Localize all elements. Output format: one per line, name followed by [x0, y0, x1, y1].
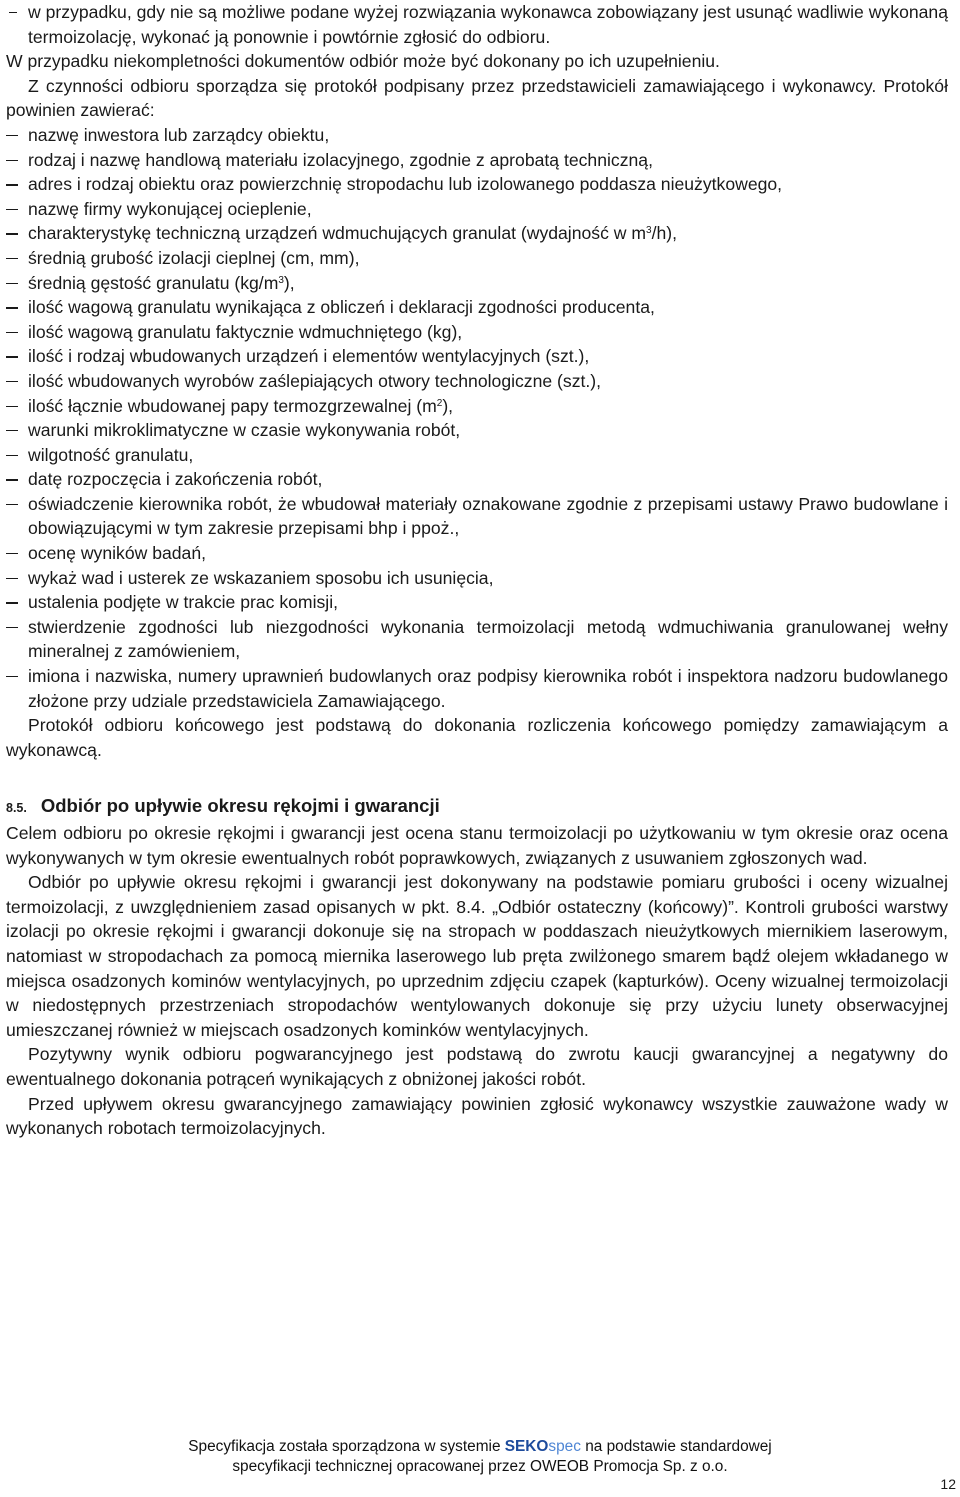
protocol-item-text: /h), — [651, 223, 677, 244]
protocol-item: wilgotność granulatu, — [6, 443, 948, 468]
protocol-item: stwierdzenie zgodności lub niezgodności wykonania termoizolacji metodą wdmuchiwania granulowanej wełny mineralnej z zamówieniem, — [6, 615, 948, 664]
paragraph-incomplete-docs: W przypadku niekompletności dokumentów odbiór może być dokonany po ich uzupełnieniu. — [6, 51, 720, 72]
protocol-item-text: średnią gęstość granulatu (kg/m — [28, 272, 279, 293]
protocol-item: ilość i rodzaj wbudowanych urządzeń i elementów wentylacyjnych (szt.), — [6, 344, 948, 369]
protocol-item-text: ilość łącznie wbudowanej papy termozgrzewalnej (m — [28, 395, 437, 416]
protocol-item — [6, 394, 948, 419]
protocol-item-text: ), — [442, 395, 454, 416]
footer-prefix: Specyfikacja została sporządzona w systemie — [188, 1438, 501, 1455]
top-list — [6, 0, 948, 49]
unit-exponent: 3 — [278, 274, 284, 286]
protocol-item: imiona i nazwiska, numery uprawnień budowlanych oraz podpisy kierownika robót i inspektora nadzoru budowlanego złożone przy udziale przedstawiciela Zamawiającego. — [6, 664, 948, 713]
page-footer — [0, 1437, 960, 1477]
document-page — [6, 0, 948, 1141]
protocol-item: ocenę wyników badań, — [6, 541, 948, 566]
section-heading — [6, 794, 948, 821]
protocol-item: datę rozpoczęcia i zakończenia robót, — [6, 467, 948, 492]
protocol-item: średnią grubość izolacji cieplnej (cm, mm), — [6, 246, 948, 271]
protocol-item: ilość wagową granulatu faktycznie wdmuchniętego (kg), — [6, 320, 948, 345]
list-item: w przypadku, gdy nie są możliwe podane wyżej rozwiązania wykonawca zobowiązany jest usunąć wadliwie wykonaną termoizolację, wykonać ją ponownie i powtórnie zgłosić do odbioru. — [6, 0, 948, 49]
page-number: 12 — [940, 1476, 956, 1492]
section-title: Odbiór po upływie okresu rękojmi i gwarancji — [40, 795, 440, 817]
protocol-item-text: charakterystykę techniczną urządzeń wdmuchujących granulat (wydajność w m — [28, 223, 647, 244]
footer-line-1 — [0, 1437, 960, 1457]
unit-exponent: 3 — [646, 225, 652, 237]
protocol-item: wykaż wad i usterek ze wskazaniem sposobu ich usunięcia, — [6, 566, 948, 591]
paragraph-final-protocol: Protokół odbioru końcowego jest podstawą do dokonania rozliczenia końcowego pomiędzy zamawiającym a wykonawcą. — [6, 715, 948, 760]
protocol-item: ilość wagową granulatu wynikająca z obliczeń i deklaracji zgodności producenta, — [6, 295, 948, 320]
section-gap — [6, 762, 948, 794]
section-paragraph: Pozytywny wynik odbioru pogwarancyjnego jest podstawą do zwrotu kaucji gwarancyjnej a negatywny do ewentualnego dokonania potrąceń wynikających z obniżonej jakości robót. — [6, 1044, 948, 1089]
footer-line-2: specyfikacji technicznej opracowanej przez OWEOB Promocja Sp. z o.o. — [232, 1458, 728, 1475]
section-paragraph: Przed upływem okresu gwarancyjnego zamawiający powinien zgłosić wykonawcy wszystkie zauważone wady w wykonanych robotach termoizolacyjnych. — [6, 1093, 948, 1139]
protocol-item: adres i rodzaj obiektu oraz powierzchnię stropodachu lub izolowanego poddasza nieużytkowego, — [6, 172, 948, 197]
sekospec-logo — [505, 1438, 581, 1455]
protocol-item — [6, 221, 948, 246]
section-number: 8.5. — [6, 801, 27, 816]
protocol-item: ustalenia podjęte w trakcie prac komisji, — [6, 590, 948, 615]
protocol-item — [6, 271, 948, 296]
protocol-item: oświadczenie kierownika robót, że wbudował materiały oznakowane zgodnie z przepisami ustawy Prawo budowlane i obowiązującymi w tym zakresie przepisami bhp i ppoż., — [6, 492, 948, 541]
protocol-item: warunki mikroklimatyczne w czasie wykonywania robót, — [6, 418, 948, 443]
protocol-contents-list — [6, 123, 948, 713]
protocol-item-text: ), — [283, 272, 295, 293]
paragraph-protocol-intro: Z czynności odbioru sporządza się protokół podpisany przez przedstawicieli zamawiającego i wykonawcy. Protokół powinien zawierać: — [6, 75, 948, 121]
footer-suffix: na podstawie standardowej — [585, 1438, 772, 1455]
section-paragraph: Celem odbioru po okresie rękojmi i gwarancji jest ocena stanu termoizolacji po użytkowaniu w tym okresie oraz ocena wykonywanych w tym okresie ewentualnych robót poprawkowych, związanych z usuwaniem zgłoszonych wad. — [6, 823, 948, 868]
protocol-item: ilość wbudowanych wyrobów zaślepiających otwory technologiczne (szt.), — [6, 369, 948, 394]
protocol-item: rodzaj i nazwę handlową materiału izolacyjnego, zgodnie z aprobatą techniczną, — [6, 148, 948, 173]
section-paragraph: Odbiór po upływie okresu rękojmi i gwarancji jest dokonywany na podstawie pomiaru grubości i oceny wizualnej termoizolacji, z uwzględnieniem zasad opisanych w pkt. 8.4. „Odbiór ostateczny (końcowy)”. Kontroli grubości warstwy izolacji po okresie rękojmi i gwarancji dokonuje się na stropach w poddaszach nieużytkowych miernikiem laserowym, natomiast w stropodachach za pomocą miernika laserowego lub pręta zwilżonego smarem bądź olejem wkładanego w miejsca osadzonych kominów wentylacyjnych, po uprzednim zdjęciu czapek (kapturków). Oceny wizualnej termoizolacji w niedostępnych przestrzeniach stropodachów wentylowanych dokonuje się przy użyciu lunety obserwacyjnej umieszczanej również w miejscach osadzonych kominków wentylacyjnych. — [6, 872, 948, 1040]
brand-part-b: spec — [548, 1438, 581, 1455]
unit-exponent: 2 — [436, 397, 443, 409]
brand-part-a: SEKO — [504, 1438, 549, 1455]
protocol-item: nazwę inwestora lub zarządcy obiektu, — [6, 123, 948, 148]
protocol-item: nazwę firmy wykonującej ocieplenie, — [6, 197, 948, 222]
